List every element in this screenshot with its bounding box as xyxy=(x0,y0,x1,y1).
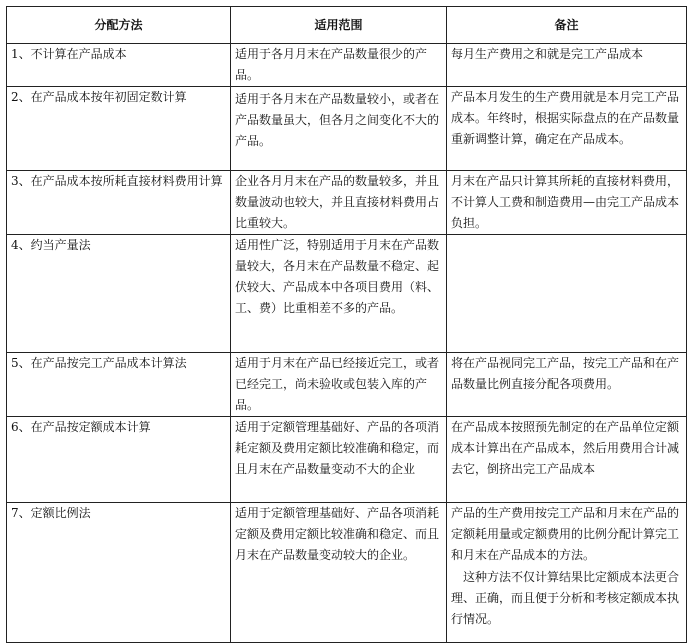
header-scope: 适用范围 xyxy=(231,7,447,44)
table-row xyxy=(7,503,687,643)
note-cell: 产品本月发生的生产费用就是本月完工产品成本。年终时，根据实际盘点的在产品数量重新调整计算，确定在产品成本。 xyxy=(447,87,687,171)
method-cell: 1、不计算在产品成本 xyxy=(7,44,231,87)
header-method: 分配方法 xyxy=(7,7,231,44)
note-extra-text: 这种方法不仅计算结果比定额成本法更合理、正确，而且便于分析和考核定额成本执行情况。 xyxy=(451,570,680,626)
table-row xyxy=(7,235,687,353)
method-cell: 7、定额比例法 xyxy=(7,503,231,643)
scope-cell: 适用于各月月末在产品数量很少的产品。 xyxy=(231,44,447,87)
header-note: 备注 xyxy=(447,7,687,44)
note-cell: 将在产品视同完工产品，按完工产品和在产品数量比例直接分配各项费用。 xyxy=(447,353,687,417)
note-text: 产品的生产费用按完工产品和月末在产品的定额耗用量或定额费用的比例分配计算完工和月末在产品成本的方法。 xyxy=(451,506,680,562)
table-row xyxy=(7,353,687,417)
method-cell: 5、在产品按完工产品成本计算法 xyxy=(7,353,231,417)
note-cell: 每月生产费用之和就是完工产品成本 xyxy=(447,44,687,87)
header-row xyxy=(7,7,687,44)
note-cell xyxy=(447,235,687,353)
table-row xyxy=(7,87,687,171)
table-row xyxy=(7,417,687,503)
cost-allocation-table xyxy=(6,6,687,643)
table-row xyxy=(7,171,687,235)
table-row xyxy=(7,44,687,87)
note-cell: 月末在产品只计算其所耗的直接材料费用，不计算人工费和制造费用—由完工产品成本负担。 xyxy=(447,171,687,235)
method-cell: 2、在产品成本按年初固定数计算 xyxy=(7,87,231,171)
scope-cell: 适用于定额管理基础好、产品的各项消耗定额及费用定额比较准确和稳定，而且月末在产品数量变动不大的企业 xyxy=(231,417,447,503)
scope-cell: 适用性广泛，特别适用于月末在产品数量较大，各月末在产品数量不稳定、起伏较大、产品成本中各项目费用（料、工、费）比重相差不多的产品。 xyxy=(231,235,447,353)
scope-cell: 适用于定额管理基础好、产品各项消耗定额及费用定额比较准确和稳定、而且月末在产品数量变动较大的企业。 xyxy=(231,503,447,643)
scope-cell: 企业各月月末在产品的数量较多，并且数量波动也较大，并且直接材料费用占比重较大。 xyxy=(231,171,447,235)
scope-cell: 适用于各月末在产品数量较小，或者在产品数量虽大，但各月之间变化不大的产品。 xyxy=(231,87,447,171)
method-cell: 4、约当产量法 xyxy=(7,235,231,353)
method-cell: 3、在产品成本按所耗直接材料费用计算 xyxy=(7,171,231,235)
note-cell: 在产品成本按照预先制定的在产品单位定额成本计算出在产品成本，然后用费用合计减去它，倒挤出完工产品成本 xyxy=(447,417,687,503)
scope-cell: 适用于月末在产品已经接近完工，或者已经完工，尚未验收或包装入库的产品。 xyxy=(231,353,447,417)
note-cell xyxy=(447,503,687,643)
method-cell: 6、在产品按定额成本计算 xyxy=(7,417,231,503)
